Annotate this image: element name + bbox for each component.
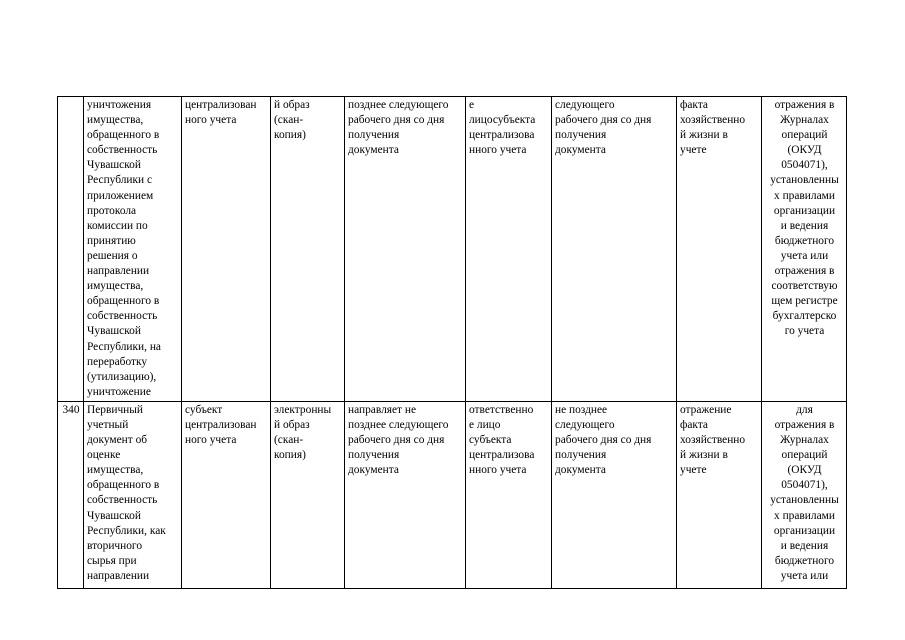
document-name: Первичный учетный документ об оценке имущества, обращенного в собственность Чувашской Республики, как вторичного сырья при направлении xyxy=(87,403,166,582)
document-name-cell xyxy=(84,401,182,588)
deadline: позднее следующего рабочего дня со дня получения документа xyxy=(348,99,449,157)
purpose-cell xyxy=(762,401,847,588)
recipient: е лицосубъекта централизова нного учета xyxy=(469,99,536,157)
sender-cell xyxy=(182,97,271,402)
purpose: отражения в Журналах операций (ОКУД 0504071), установленны х правилами организации и ведения бюджетного учета или отражения в соответствую щем регистре бухгалтерско го учета xyxy=(770,99,839,338)
format-cell xyxy=(271,97,345,402)
document-name: уничтожения имущества, обращенного в собственность Чувашской Республики с приложением протокола комиссии по принятию решения о направлении имущества, обращенного в собственность Чувашской Республики, на переработку (утилизацию), уничтожение xyxy=(87,99,161,398)
processing-deadline: не позднее следующего рабочего дня со дня получения документа xyxy=(555,403,652,477)
purpose-cell xyxy=(762,97,847,402)
document-table xyxy=(57,96,847,589)
deadline-cell xyxy=(345,97,466,402)
action-cell xyxy=(677,401,762,588)
purpose: для отражения в Журналах операций (ОКУД 0504071), установленны х правилами организации и ведения бюджетного учета или xyxy=(770,403,839,582)
table-row xyxy=(58,401,847,588)
document-name-cell xyxy=(84,97,182,402)
format-cell xyxy=(271,401,345,588)
processing-deadline-cell xyxy=(552,401,677,588)
format: й образ (скан- копия) xyxy=(274,99,310,142)
action: факта хозяйственно й жизни в учете xyxy=(680,99,746,157)
deadline-cell xyxy=(345,401,466,588)
recipient: ответственно е лицо субъекта централизова нного учета xyxy=(469,403,535,477)
format: электронны й образ (скан- копия) xyxy=(274,403,332,462)
row-number-cell xyxy=(58,401,84,588)
deadline: направляет не позднее следующего рабочего дня со дня получения документа xyxy=(348,403,449,477)
table-row xyxy=(58,97,847,402)
recipient-cell xyxy=(466,97,552,402)
action: отражение факта хозяйственно й жизни в учете xyxy=(680,403,746,477)
processing-deadline: следующего рабочего дня со дня получения документа xyxy=(555,99,652,157)
row-number-cell xyxy=(58,97,84,402)
sender-cell xyxy=(182,401,271,588)
row-number: 340 xyxy=(62,403,80,416)
processing-deadline-cell xyxy=(552,97,677,402)
action-cell xyxy=(677,97,762,402)
recipient-cell xyxy=(466,401,552,588)
sender: субъект централизован ного учета xyxy=(185,403,257,447)
sender: централизован ного учета xyxy=(185,99,257,127)
